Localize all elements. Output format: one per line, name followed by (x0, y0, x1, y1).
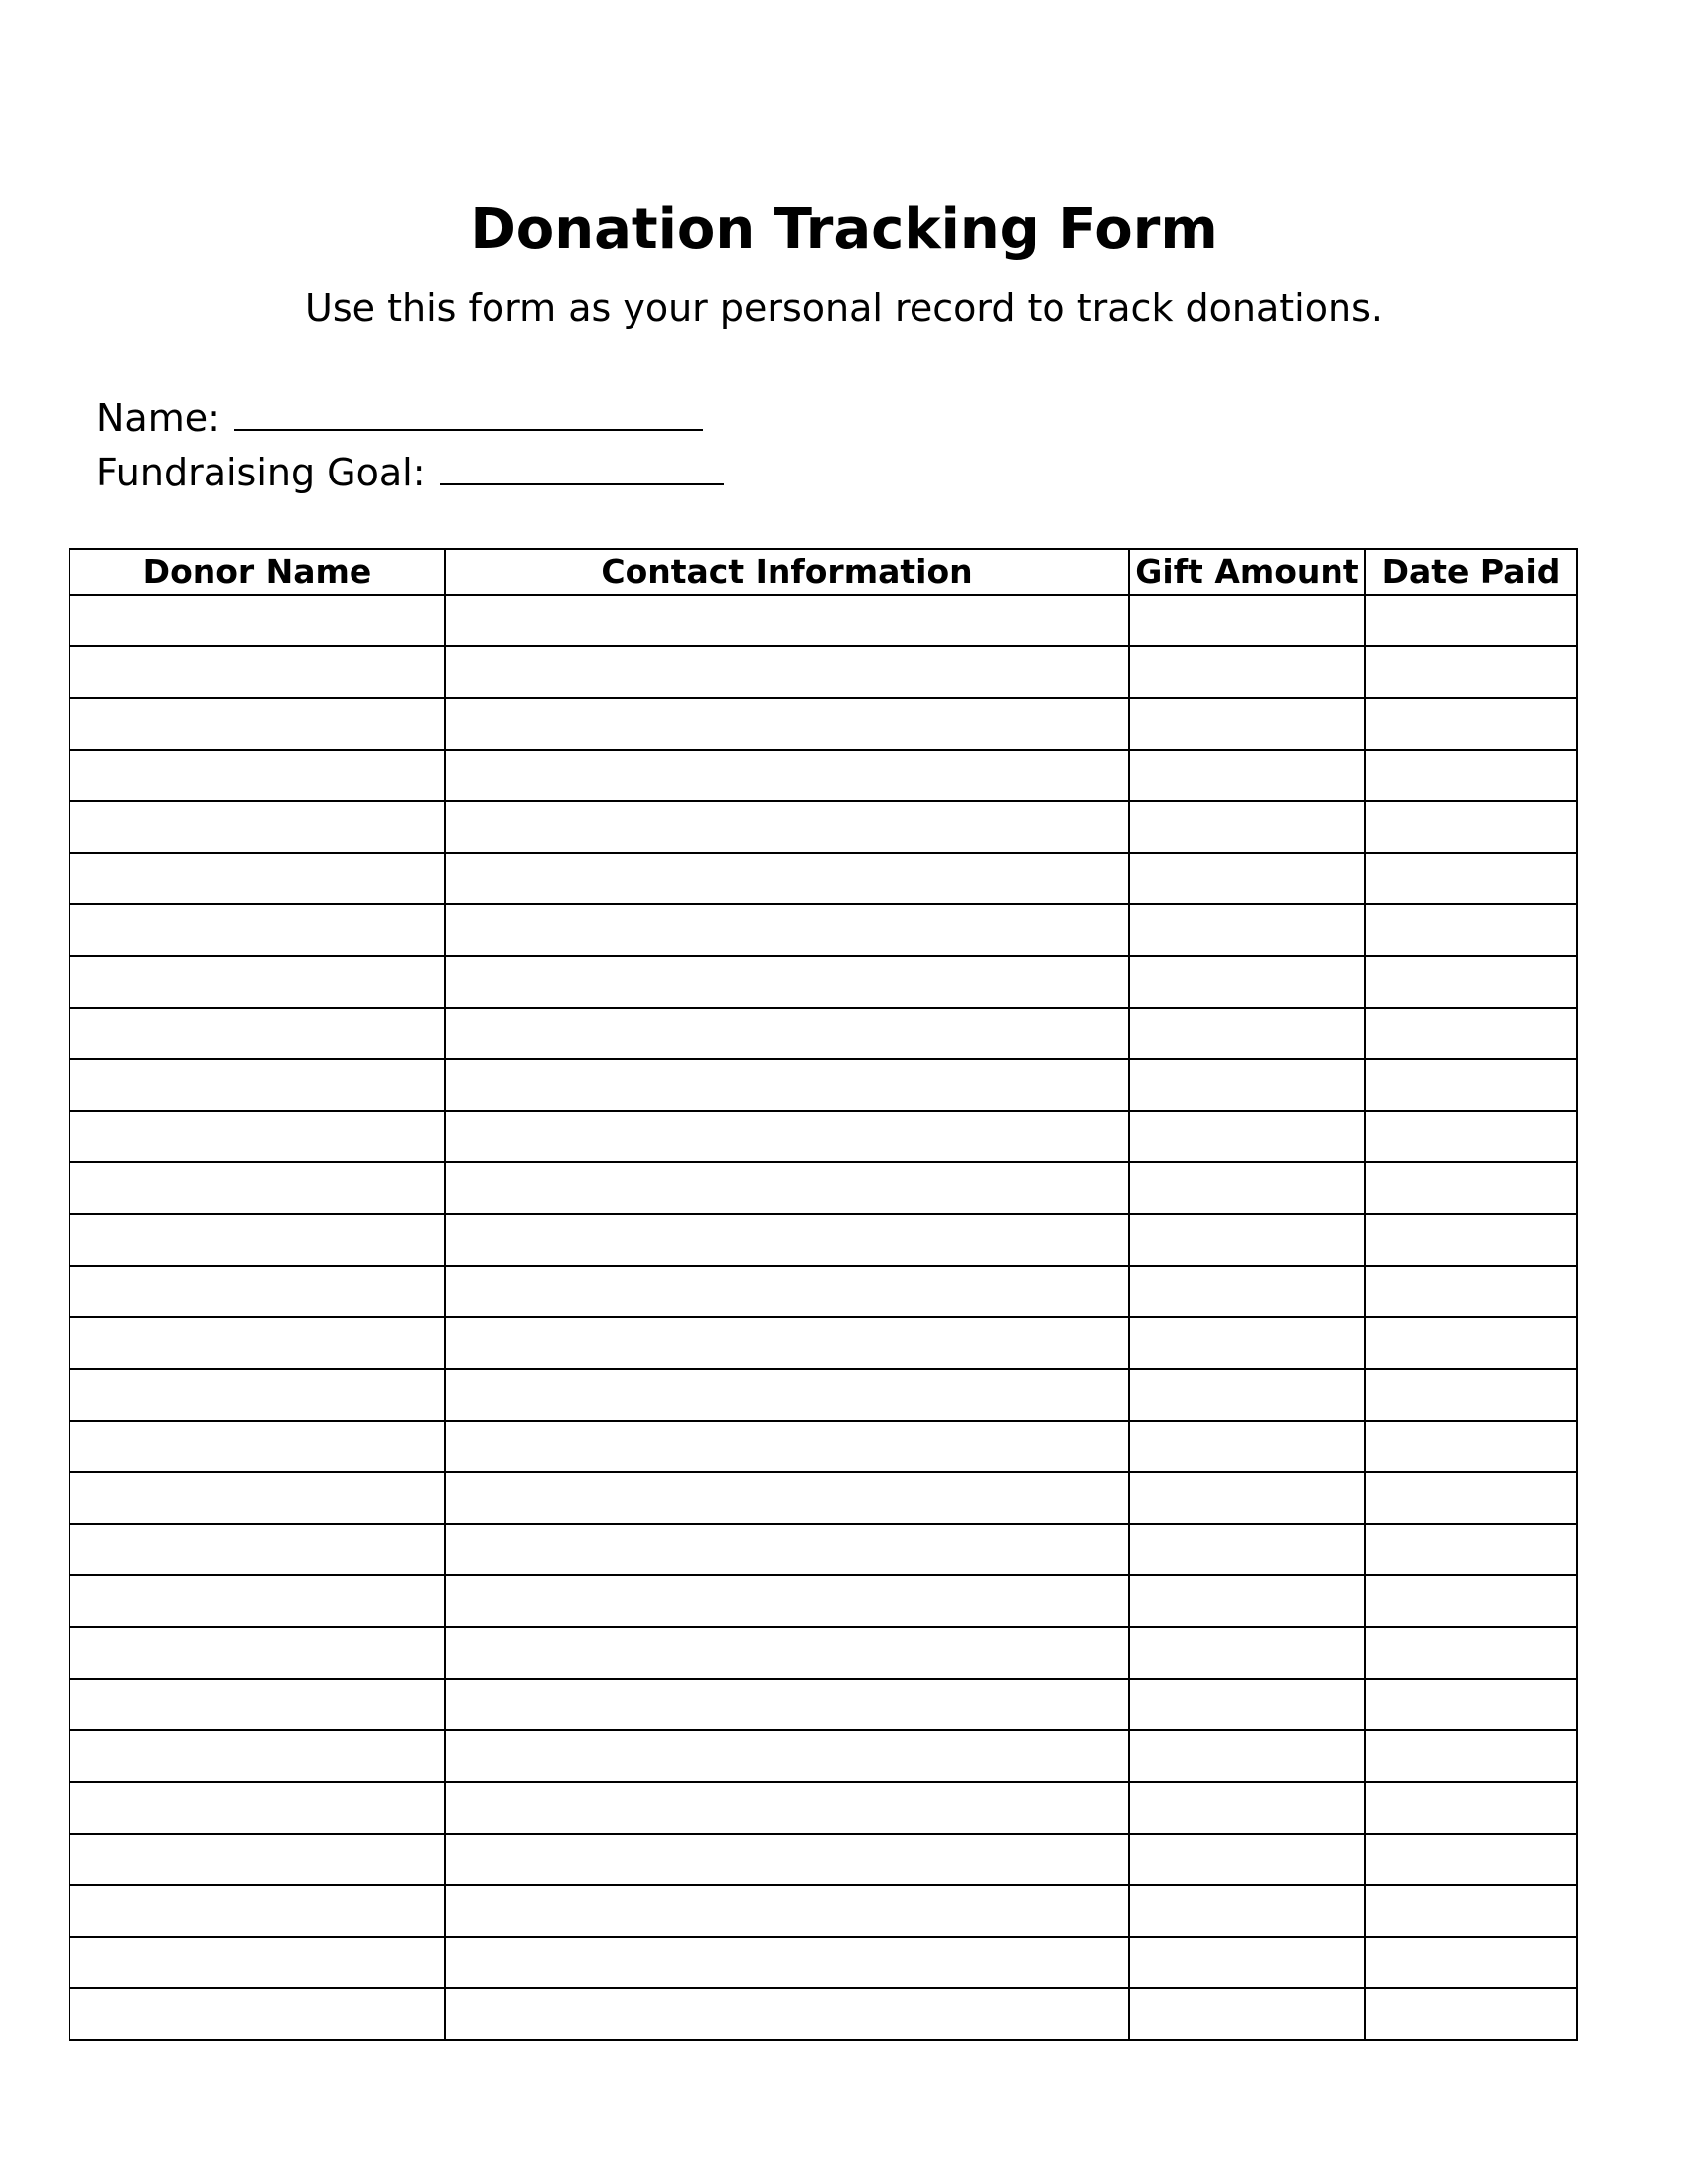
date-paid-cell[interactable] (1365, 801, 1577, 853)
table-row (70, 698, 1577, 750)
gift-amount-cell[interactable] (1129, 1369, 1365, 1421)
date-paid-cell[interactable] (1365, 904, 1577, 956)
donor-name-cell[interactable] (70, 904, 445, 956)
fundraising-goal-field (96, 444, 724, 496)
gift-amount-cell[interactable] (1129, 1627, 1365, 1679)
table-row (70, 1885, 1577, 1937)
date-paid-cell[interactable] (1365, 956, 1577, 1008)
donor-name-cell[interactable] (70, 1369, 445, 1421)
contact-information-cell[interactable] (445, 956, 1129, 1008)
fundraising-goal-blank-line[interactable] (440, 444, 724, 485)
column-header-date-paid: Date Paid (1365, 549, 1577, 595)
donor-name-cell[interactable] (70, 646, 445, 698)
date-paid-cell[interactable] (1365, 1627, 1577, 1679)
gift-amount-cell[interactable] (1129, 1214, 1365, 1266)
form-title: Donation Tracking Form (470, 198, 1218, 262)
table-row (70, 1988, 1577, 2040)
name-label: Name: (96, 396, 220, 440)
table-row (70, 1214, 1577, 1266)
date-paid-cell[interactable] (1365, 1111, 1577, 1162)
table-header-row (70, 549, 1577, 595)
gift-amount-cell[interactable] (1129, 1111, 1365, 1162)
contact-information-cell[interactable] (445, 1524, 1129, 1575)
gift-amount-cell[interactable] (1129, 1730, 1365, 1782)
table-row (70, 1162, 1577, 1214)
table-row (70, 1421, 1577, 1472)
table-row (70, 853, 1577, 904)
contact-information-cell[interactable] (445, 698, 1129, 750)
table-row (70, 1627, 1577, 1679)
donor-name-cell[interactable] (70, 1317, 445, 1369)
fundraising-goal-label: Fundraising Goal: (96, 451, 426, 494)
date-paid-cell[interactable] (1365, 1937, 1577, 1988)
gift-amount-cell[interactable] (1129, 1059, 1365, 1111)
donor-name-cell[interactable] (70, 750, 445, 801)
date-paid-cell[interactable] (1365, 1679, 1577, 1730)
contact-information-cell[interactable] (445, 595, 1129, 646)
contact-information-cell[interactable] (445, 1111, 1129, 1162)
table-row (70, 1266, 1577, 1317)
contact-information-cell[interactable] (445, 750, 1129, 801)
table-row (70, 1730, 1577, 1782)
table-row (70, 646, 1577, 698)
donor-name-cell[interactable] (70, 1679, 445, 1730)
date-paid-cell[interactable] (1365, 1317, 1577, 1369)
table-row (70, 1834, 1577, 1885)
table-row (70, 1524, 1577, 1575)
donor-name-cell[interactable] (70, 1162, 445, 1214)
gift-amount-cell[interactable] (1129, 1834, 1365, 1885)
date-paid-cell[interactable] (1365, 1885, 1577, 1937)
gift-amount-cell[interactable] (1129, 1679, 1365, 1730)
donor-name-cell[interactable] (70, 1214, 445, 1266)
donor-name-cell[interactable] (70, 698, 445, 750)
donor-name-cell[interactable] (70, 956, 445, 1008)
gift-amount-cell[interactable] (1129, 1575, 1365, 1627)
contact-information-cell[interactable] (445, 1988, 1129, 2040)
gift-amount-cell[interactable] (1129, 1885, 1365, 1937)
gift-amount-cell[interactable] (1129, 1421, 1365, 1472)
gift-amount-cell[interactable] (1129, 1782, 1365, 1834)
contact-information-cell[interactable] (445, 646, 1129, 698)
donation-table (69, 548, 1578, 2041)
date-paid-cell[interactable] (1365, 853, 1577, 904)
donor-name-cell[interactable] (70, 595, 445, 646)
name-blank-line[interactable] (234, 389, 703, 431)
gift-amount-cell[interactable] (1129, 904, 1365, 956)
contact-information-cell[interactable] (445, 1162, 1129, 1214)
gift-amount-cell[interactable] (1129, 1937, 1365, 1988)
name-field (96, 389, 703, 442)
column-header-donor-name: Donor Name (70, 549, 445, 595)
donor-name-cell[interactable] (70, 1937, 445, 1988)
table-row (70, 1317, 1577, 1369)
gift-amount-cell[interactable] (1129, 1472, 1365, 1524)
gift-amount-cell[interactable] (1129, 956, 1365, 1008)
date-paid-cell[interactable] (1365, 1782, 1577, 1834)
form-subtitle: Use this form as your personal record to track donations. (305, 286, 1383, 330)
table-row (70, 1782, 1577, 1834)
table-row (70, 956, 1577, 1008)
contact-information-cell[interactable] (445, 1472, 1129, 1524)
gift-amount-cell[interactable] (1129, 853, 1365, 904)
donor-name-cell[interactable] (70, 1008, 445, 1059)
contact-information-cell[interactable] (445, 1834, 1129, 1885)
donor-name-cell[interactable] (70, 1988, 445, 2040)
table-row (70, 595, 1577, 646)
table-row (70, 801, 1577, 853)
date-paid-cell[interactable] (1365, 646, 1577, 698)
date-paid-cell[interactable] (1365, 1575, 1577, 1627)
contact-information-cell[interactable] (445, 1782, 1129, 1834)
contact-information-cell[interactable] (445, 801, 1129, 853)
gift-amount-cell[interactable] (1129, 1317, 1365, 1369)
table-row (70, 750, 1577, 801)
date-paid-cell[interactable] (1365, 1524, 1577, 1575)
contact-information-cell[interactable] (445, 1575, 1129, 1627)
contact-information-cell[interactable] (445, 1369, 1129, 1421)
contact-information-cell[interactable] (445, 1937, 1129, 1988)
gift-amount-cell[interactable] (1129, 750, 1365, 801)
table-row (70, 1008, 1577, 1059)
donor-name-cell[interactable] (70, 1782, 445, 1834)
donor-name-cell[interactable] (70, 1472, 445, 1524)
donor-name-cell[interactable] (70, 1834, 445, 1885)
date-paid-cell[interactable] (1365, 1834, 1577, 1885)
contact-information-cell[interactable] (445, 853, 1129, 904)
gift-amount-cell[interactable] (1129, 595, 1365, 646)
table-row (70, 1111, 1577, 1162)
contact-information-cell[interactable] (445, 1421, 1129, 1472)
date-paid-cell[interactable] (1365, 1988, 1577, 2040)
donor-name-cell[interactable] (70, 1885, 445, 1937)
column-header-gift-amount: Gift Amount (1129, 549, 1365, 595)
contact-information-cell[interactable] (445, 1214, 1129, 1266)
column-header-contact-information: Contact Information (445, 549, 1129, 595)
donor-name-cell[interactable] (70, 801, 445, 853)
date-paid-cell[interactable] (1365, 698, 1577, 750)
date-paid-cell[interactable] (1365, 1059, 1577, 1111)
contact-information-cell[interactable] (445, 1008, 1129, 1059)
gift-amount-cell[interactable] (1129, 1008, 1365, 1059)
contact-information-cell[interactable] (445, 1317, 1129, 1369)
gift-amount-cell[interactable] (1129, 1524, 1365, 1575)
contact-information-cell[interactable] (445, 904, 1129, 956)
date-paid-cell[interactable] (1365, 1472, 1577, 1524)
donor-name-cell[interactable] (70, 853, 445, 904)
gift-amount-cell[interactable] (1129, 698, 1365, 750)
donor-name-cell[interactable] (70, 1059, 445, 1111)
contact-information-cell[interactable] (445, 1627, 1129, 1679)
donor-name-cell[interactable] (70, 1524, 445, 1575)
donor-name-cell[interactable] (70, 1421, 445, 1472)
gift-amount-cell[interactable] (1129, 1988, 1365, 2040)
gift-amount-cell[interactable] (1129, 646, 1365, 698)
date-paid-cell[interactable] (1365, 1266, 1577, 1317)
gift-amount-cell[interactable] (1129, 1162, 1365, 1214)
date-paid-cell[interactable] (1365, 595, 1577, 646)
donor-name-cell[interactable] (70, 1627, 445, 1679)
date-paid-cell[interactable] (1365, 1421, 1577, 1472)
table-row (70, 1937, 1577, 1988)
date-paid-cell[interactable] (1365, 1369, 1577, 1421)
date-paid-cell[interactable] (1365, 1008, 1577, 1059)
date-paid-cell[interactable] (1365, 1214, 1577, 1266)
contact-information-cell[interactable] (445, 1266, 1129, 1317)
donor-name-cell[interactable] (70, 1575, 445, 1627)
contact-information-cell[interactable] (445, 1679, 1129, 1730)
table-row (70, 1059, 1577, 1111)
table-body (70, 595, 1577, 2040)
date-paid-cell[interactable] (1365, 1730, 1577, 1782)
table-row (70, 1472, 1577, 1524)
donor-name-cell[interactable] (70, 1111, 445, 1162)
date-paid-cell[interactable] (1365, 750, 1577, 801)
table-row (70, 1679, 1577, 1730)
contact-information-cell[interactable] (445, 1730, 1129, 1782)
donor-name-cell[interactable] (70, 1266, 445, 1317)
date-paid-cell[interactable] (1365, 1162, 1577, 1214)
table-row (70, 1575, 1577, 1627)
table-row (70, 1369, 1577, 1421)
contact-information-cell[interactable] (445, 1059, 1129, 1111)
contact-information-cell[interactable] (445, 1885, 1129, 1937)
table-row (70, 904, 1577, 956)
gift-amount-cell[interactable] (1129, 801, 1365, 853)
gift-amount-cell[interactable] (1129, 1266, 1365, 1317)
donor-name-cell[interactable] (70, 1730, 445, 1782)
